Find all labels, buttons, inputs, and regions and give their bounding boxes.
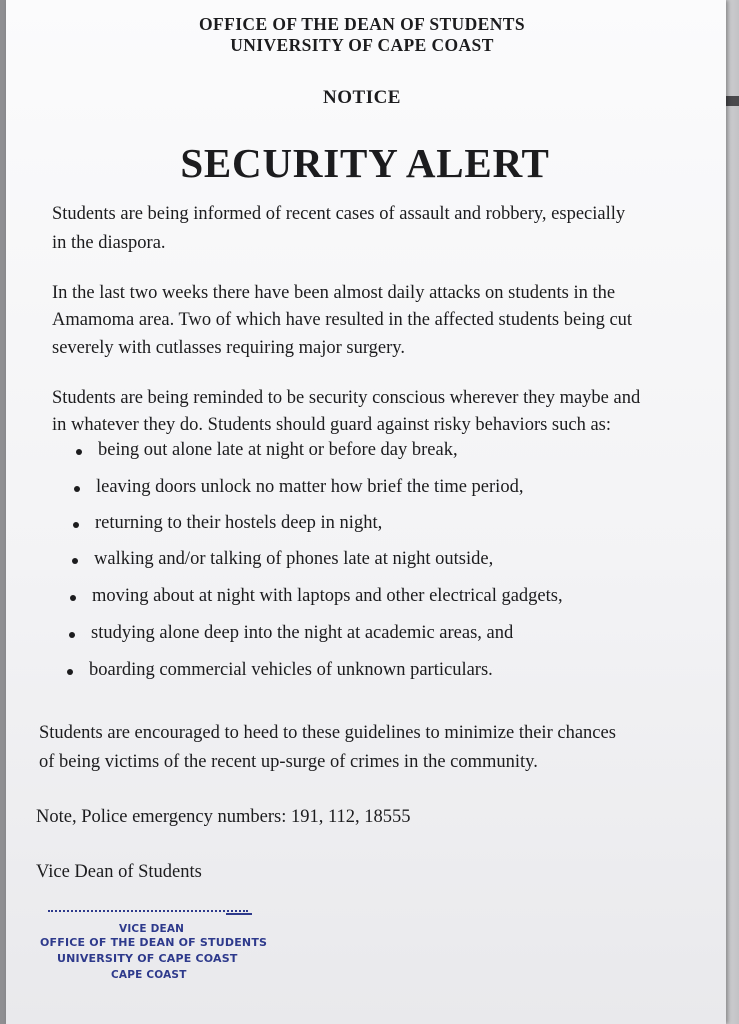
stamp-signature-line — [48, 910, 248, 912]
paragraph-encourage-line2: of being victims of the recent up-surge of crimes in the community. — [39, 752, 538, 772]
list-item-text: moving about at night with laptops and other electrical gadgets, — [92, 586, 563, 606]
bullet-icon — [72, 558, 78, 564]
notice-paper — [6, 0, 726, 1024]
university-name: UNIVERSITY OF CAPE COAST — [230, 35, 494, 55]
paragraph-attacks-line1: In the last two weeks there have been almost daily attacks on students in the — [52, 283, 616, 303]
emergency-numbers-note: Note, Police emergency numbers: 191, 112, 18555 — [36, 807, 411, 827]
stamp-line-office: OFFICE OF THE DEAN OF STUDENTS — [40, 936, 268, 949]
list-item-text: being out alone late at night or before day break, — [98, 440, 458, 460]
list-item-text: walking and/or talking of phones late at night outside, — [94, 549, 494, 569]
notice-label: NOTICE — [323, 87, 401, 108]
stamp-signature-stroke — [226, 913, 252, 915]
office-heading — [6, 14, 718, 56]
paragraph-attacks-line2: Amamoma area. Two of which have resulted in the affected students being cut — [52, 310, 633, 330]
signatory-title: Vice Dean of Students — [36, 862, 202, 882]
office-name: OFFICE OF THE DEAN OF STUDENTS — [199, 14, 525, 34]
bullet-icon — [74, 486, 80, 492]
page-title: SECURITY ALERT — [180, 140, 550, 186]
stamp-line-vice-dean: VICE DEAN — [119, 923, 185, 935]
list-item-text: boarding commercial vehicles of unknown particulars. — [89, 660, 493, 680]
bullet-icon — [76, 449, 82, 455]
paragraph-reminder-line1: Students are being reminded to be security conscious wherever they maybe and — [52, 388, 641, 408]
paragraph-intro-line1: Students are being informed of recent cases of assault and robbery, especially — [52, 204, 626, 224]
paragraph-intro-line2: in the diaspora. — [52, 233, 166, 253]
paragraph-encourage-line1: Students are encouraged to heed to these guidelines to minimize their chances — [39, 723, 616, 743]
list-item-text: returning to their hostels deep in night, — [95, 513, 383, 533]
paragraph-reminder-line2: in whatever they do. Students should guard against risky behaviors such as: — [52, 415, 612, 435]
bullet-icon — [69, 632, 75, 638]
bullet-icon — [70, 595, 76, 601]
bullet-icon — [73, 522, 79, 528]
background-edge — [724, 96, 739, 106]
stamp-line-city: CAPE COAST — [111, 969, 187, 981]
stamp-line-university: UNIVERSITY OF CAPE COAST — [57, 952, 238, 965]
bullet-icon — [67, 669, 73, 675]
list-item-text: leaving doors unlock no matter how brief the time period, — [96, 477, 524, 497]
list-item-text: studying alone deep into the night at academic areas, and — [91, 623, 514, 643]
paragraph-attacks-line3: severely with cutlasses requiring major surgery. — [52, 338, 405, 358]
office-stamp — [36, 903, 286, 993]
